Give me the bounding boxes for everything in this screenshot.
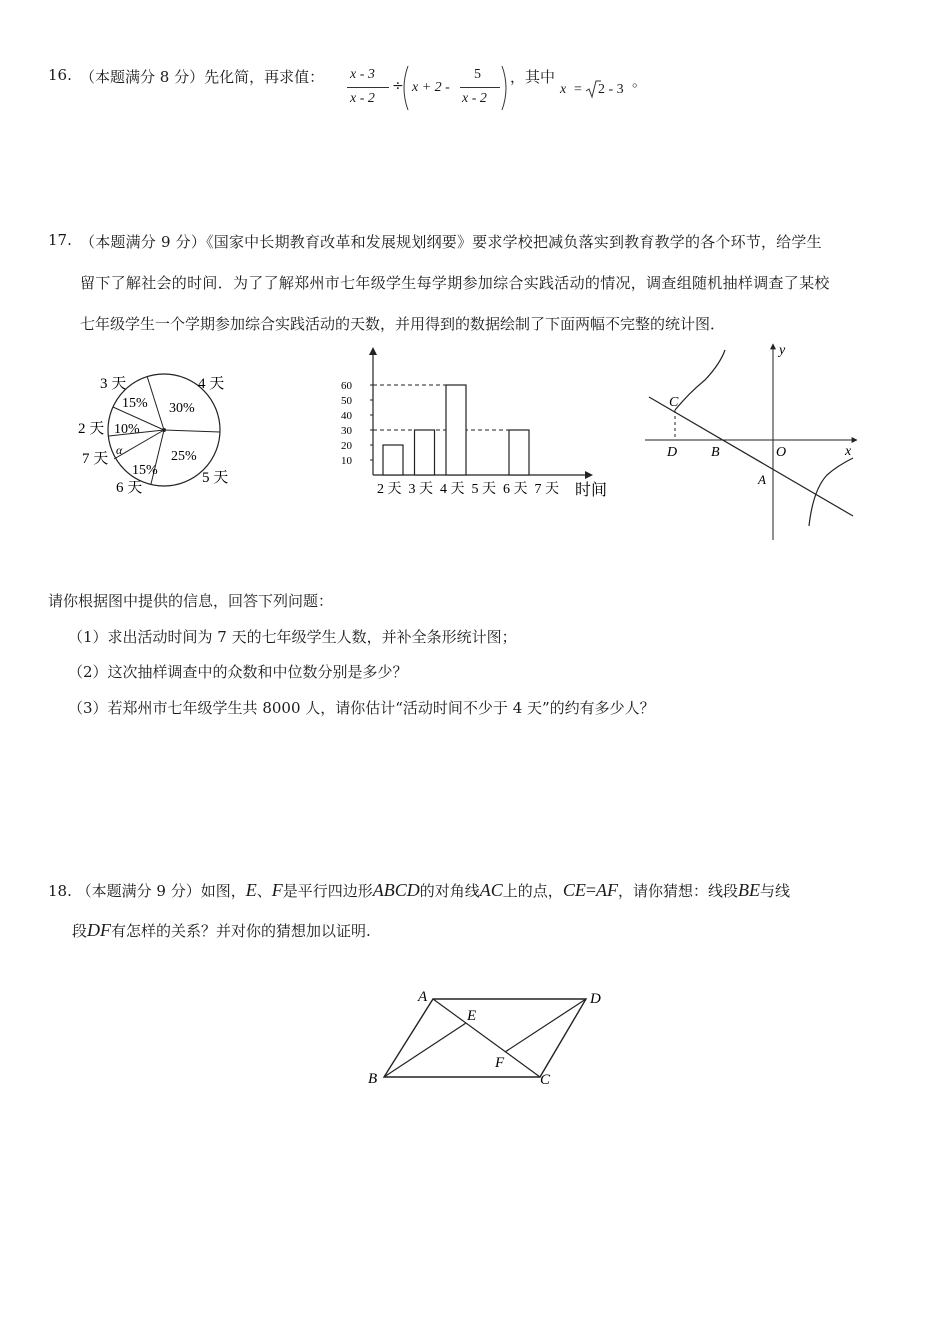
q16-frac1-bar — [347, 87, 389, 88]
bar-4 — [446, 385, 466, 475]
point-E: E — [467, 1008, 477, 1024]
q16-frac2-denominator: x - 2 — [462, 91, 487, 106]
pie-pct-5: 25% — [171, 449, 197, 464]
x-tick-label: 7 天 — [534, 482, 559, 497]
q18-var-ABCD: ABCD — [372, 880, 420, 900]
q18-var-F: F — [271, 880, 283, 900]
pie-pct-3: 15% — [122, 396, 148, 411]
q18-var-E: E — [245, 880, 257, 900]
q18-text: 是平行四边形 — [282, 882, 373, 900]
q18-var-BE: BE — [738, 880, 760, 900]
x-tick-label: 5 天 — [471, 482, 496, 497]
parallelogram-figure — [360, 985, 620, 1090]
q17-sub2: （2）这次抽样调查中的众数和中位数分别是多少？ — [68, 663, 408, 681]
pie-divider — [164, 430, 220, 432]
x-tick-label: 6 天 — [503, 482, 528, 497]
pie-chart — [74, 360, 254, 535]
segment-DF — [505, 999, 586, 1052]
q18-line1 — [48, 880, 790, 901]
q16-header: （本题满分 8 分）先化简，再求值： — [80, 68, 325, 86]
q18-var-AF: AF — [595, 880, 618, 900]
pie-center — [162, 428, 166, 432]
label-D: D — [667, 445, 678, 460]
hyperbola-branch-upper — [675, 350, 725, 410]
pie-pct-6: 15% — [132, 463, 158, 478]
q18-eq: = — [585, 880, 596, 900]
label-B: B — [711, 445, 720, 460]
coordinate-graph — [645, 340, 865, 545]
x-tick-label: 4 天 — [440, 482, 465, 497]
pie-label-3: 3 天 — [100, 376, 127, 392]
pie-pct-2: 10% — [114, 422, 140, 437]
bar-6 — [509, 430, 529, 475]
segment-BE — [384, 1023, 466, 1077]
y-tick-label: 10 — [341, 455, 352, 467]
vertex-A: A — [418, 989, 428, 1005]
y-tick-label: 20 — [341, 440, 352, 452]
q17-sub3: （3）若郑州市七年级学生共 8000 人，请你估计“活动时间不少于 4 天”的约有多少人？ — [68, 699, 655, 717]
vertex-C: C — [540, 1072, 551, 1088]
label-A: A — [758, 472, 766, 487]
q18-text: 与线 — [760, 882, 791, 900]
q16-cond-x: x — [560, 82, 567, 97]
pie-pct-4: 30% — [169, 401, 195, 416]
y-tick-label: 30 — [341, 425, 352, 437]
parallelogram-ABCD — [384, 999, 586, 1077]
q16-paren-left-expr: x + 2 - — [412, 80, 450, 95]
y-tick-label: 40 — [341, 410, 352, 422]
q17-line1: （本题满分 9 分）《国家中长期教育改革和发展规划纲要》要求学校把减负落实到教育教学的各个环节，给学生 — [80, 233, 822, 251]
y-tick-label: 60 — [341, 380, 352, 392]
q16-cond-value: 2 - 3 — [598, 82, 624, 97]
pie-label-2: 2 天 — [78, 421, 105, 437]
vertex-B: B — [368, 1071, 378, 1087]
q18-text: （本题满分 9 分）如图， — [76, 882, 246, 900]
vertex-D: D — [590, 991, 601, 1007]
pie-label-6: 6 天 — [116, 480, 143, 496]
diagonal-AC — [433, 999, 540, 1077]
label-C: C — [669, 395, 679, 410]
q16-frac1-denominator: x - 2 — [350, 91, 375, 106]
x-axis-arrow — [585, 471, 593, 479]
q18-number: 18. — [48, 882, 72, 900]
q18-var-AC: AC — [479, 880, 503, 900]
q18-text: 段 — [72, 922, 88, 940]
q16-divide-sign: ÷ — [392, 78, 404, 94]
q16-number: 16. — [48, 66, 72, 84]
bar-2 — [383, 445, 403, 475]
q18-text: ，请你猜想：线段 — [617, 882, 738, 900]
q18-comma: 、 — [256, 882, 272, 900]
q18-var-CE: CE — [562, 880, 586, 900]
pie-label-7: 7 天 — [82, 451, 109, 467]
q17-prompt: 请你根据图中提供的信息，回答下列问题： — [48, 592, 334, 610]
left-paren — [404, 66, 408, 110]
q16-period: 。 — [632, 72, 648, 90]
pie-label-5: 5 天 — [202, 470, 229, 486]
pie-label-4: 4 天 — [198, 376, 225, 392]
q18-text: 有怎样的关系？并对你的猜想加以证明. — [111, 922, 371, 940]
x-tick-label: 3 天 — [408, 482, 433, 497]
pie-divider — [147, 376, 164, 430]
label-x: x — [845, 444, 852, 459]
x-axis-label: 时间 — [575, 482, 608, 499]
q16-frac2-bar — [460, 87, 500, 88]
q18-text: 上的点， — [502, 882, 563, 900]
bar-chart — [335, 345, 630, 505]
q17-sub1: （1）求出活动时间为 7 天的七年级学生人数，并补全条形统计图； — [68, 628, 517, 646]
q16-cond-eq: = — [574, 82, 582, 97]
straight-line — [649, 397, 853, 516]
y-tick-label: 50 — [341, 395, 352, 407]
q18-var-DF: DF — [87, 920, 112, 940]
q16-frac1-numerator: x - 3 — [350, 67, 375, 82]
label-O: O — [776, 445, 787, 460]
q16-where: ，其中 — [510, 68, 556, 86]
bar-3 — [415, 430, 435, 475]
q16-frac2-numerator: 5 — [474, 67, 481, 82]
point-F: F — [495, 1055, 505, 1071]
pie-alpha: α — [116, 443, 123, 457]
right-paren — [502, 66, 506, 110]
q18-line2 — [72, 920, 371, 941]
hyperbola-branch-lower — [809, 458, 853, 526]
q17-number: 17. — [48, 231, 72, 249]
q17-line3: 七年级学生一个学期参加综合实践活动的天数，并用得到的数据绘制了下面两幅不完整的统计图． — [80, 315, 726, 333]
q17-line2: 留下了解社会的时间．为了了解郑州市七年级学生每学期参加综合实践活动的情况，调查组随机抽样调查了某校 — [80, 274, 830, 292]
q18-text: 的对角线 — [419, 882, 480, 900]
label-y: y — [779, 343, 786, 358]
y-axis-arrow — [369, 347, 377, 355]
x-tick-label: 2 天 — [377, 482, 402, 497]
